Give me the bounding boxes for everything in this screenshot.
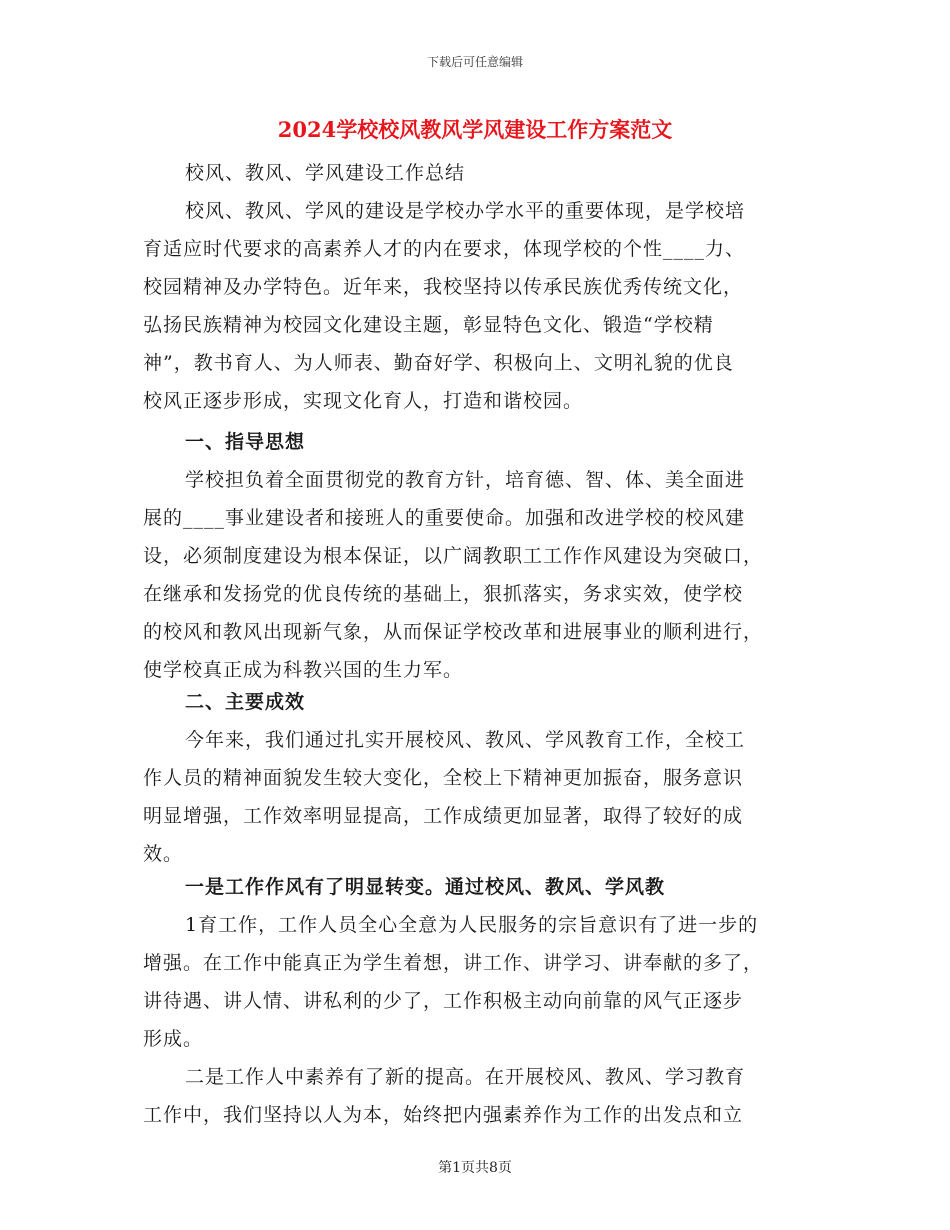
paragraph-line: 1育工作，工作人员全心全意为人民服务的宗旨意识有了进一步的: [185, 914, 759, 936]
paragraph-line: 在继承和发扬党的优良传统的基础上，狠抓落实，务求实效，使学校: [143, 583, 744, 605]
section-heading: 一、指导思想: [185, 431, 306, 453]
paragraph-line: 增强。在工作中能真正为学生着想，讲工作、讲学习、讲奉献的多了，: [143, 952, 764, 974]
paragraph-line: 校园精神及办学特色。近年来，我校坚持以传承民族优秀传统文化，: [143, 276, 744, 298]
paragraph-line: 工作中，我们坚持以人为本，始终把内强素养作为工作的出发点和立: [143, 1104, 744, 1126]
page-number: 第1页共8页: [438, 1160, 512, 1176]
paragraph-line: 校风、教风、学风的建设是学校办学水平的重要体现，是学校培: [185, 200, 746, 222]
paragraph-line: 弘扬民族精神为校园文化建设主题，彰显特色文化、锻造“学校精: [143, 314, 714, 336]
paragraph-line: 育适应时代要求的高素养人才的内在要求，体现学校的个性____力、: [143, 238, 746, 260]
paragraph-line: 作人员的精神面貌发生较大变化，全校上下精神更加振奋，服务意识: [143, 767, 744, 789]
section-heading: 二、主要成效: [185, 691, 306, 713]
header-note: 下载后可任意编辑: [426, 55, 523, 69]
paragraph-line: 校风、教风、学风建设工作总结: [185, 162, 466, 184]
paragraph-line: 设，必须制度建设为根本保证，以广阔教职工工作作风建设为突破口，: [143, 545, 764, 567]
paragraph-line: 效。: [143, 843, 184, 865]
paragraph-line: 二是工作人中素养有了新的提高。在开展校风、教风、学习教育: [185, 1066, 746, 1088]
paragraph-line: 形成。: [143, 1028, 204, 1050]
paragraph-line: 讲待遇、讲人情、讲私利的少了，工作积极主动向前靠的风气正逐步: [143, 990, 744, 1012]
paragraph-line: 今年来，我们通过扎实开展校风、教风、学风教育工作，全校工: [185, 729, 746, 751]
paragraph-line: 神”，教书育人、为人师表、勤奋好学、积极向上、文明礼貌的优良: [143, 352, 734, 374]
paragraph-line: 使学校真正成为科教兴国的生力军。: [143, 659, 464, 681]
document-title: 2024学校校风教风学风建设工作方案范文: [277, 117, 673, 142]
paragraph-line: 校风正逐步形成，实现文化育人，打造和谐校园。: [143, 390, 584, 412]
paragraph-line: 明显增强，工作效率明显提高，工作成绩更加显著，取得了较好的成: [143, 805, 744, 827]
paragraph-line: 的校风和教风出现新气象，从而保证学校改革和进展事业的顺利进行，: [143, 621, 764, 643]
paragraph-line: 学校担负着全面贯彻党的教育方针，培育德、智、体、美全面进: [185, 469, 746, 491]
section-heading: 一是工作作风有了明显转变。通过校风、教风、学风教: [185, 876, 666, 898]
paragraph-line: 展的____事业建设者和接班人的重要使命。加强和改进学校的校风建: [143, 507, 746, 529]
